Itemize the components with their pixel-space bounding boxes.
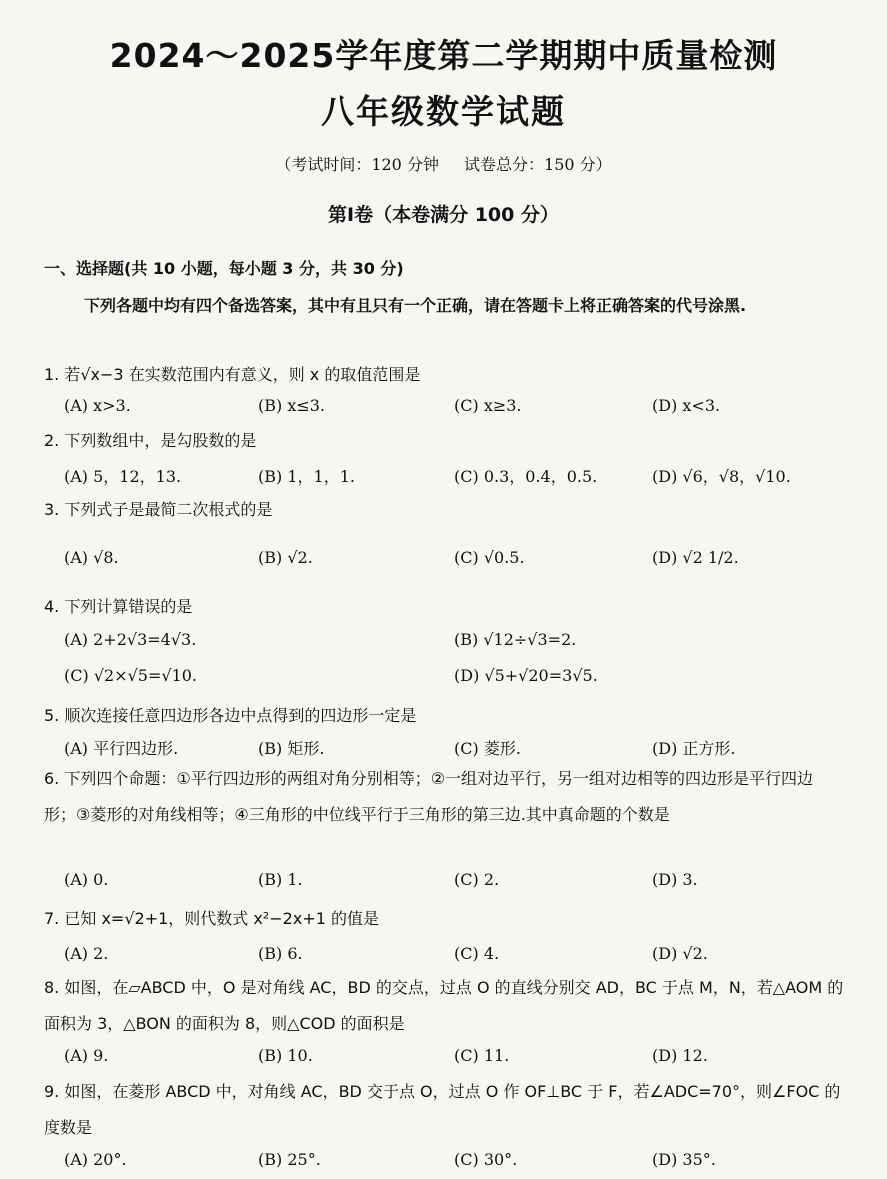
question-8-stem: 8. 如图，在▱ABCD 中，O 是对角线 AC，BD 的交点，过点 O 的直线分别交 AD，BC 于点 M，N，若△AOM 的面积为 3，△BON 的面积为 8，则△COD 的面积是 [44, 978, 844, 1033]
part-heading: 第Ⅰ卷（本卷满分 100 分） [328, 204, 559, 226]
question-7-option-a: (A) 2. [64, 944, 109, 963]
question-9-option-c: (C) 30°. [454, 1150, 518, 1169]
question-1-option-c: (C) x≥3. [454, 396, 522, 415]
question-2-option-d: (D) √6，√8，√10. [652, 467, 791, 486]
question-6-option-a: (A) 0. [64, 870, 109, 889]
exam-info [0, 152, 887, 175]
question-1-stem: 1. 若√x−3 在实数范围内有意义，则 x 的取值范围是 [44, 365, 421, 384]
question-5-option-b: (B) 矩形. [258, 739, 325, 758]
question-8-option-d: (D) 12. [652, 1046, 708, 1065]
question-3-option-c: (C) √0.5. [454, 548, 525, 567]
question-8-option-c: (C) 11. [454, 1046, 510, 1065]
question-1-option-b: (B) x≤3. [258, 396, 326, 415]
section-heading: 一、选择题(共 10 小题，每小题 3 分，共 30 分) [44, 259, 404, 278]
question-3-stem: 3. 下列式子是最简二次根式的是 [44, 500, 273, 519]
question-4-option-a: (A) 2+2√3=4√3. [64, 630, 197, 649]
question-3-option-a: (A) √8. [64, 548, 119, 567]
question-7-option-d: (D) √2. [652, 944, 708, 963]
question-6-option-d: (D) 3. [652, 870, 698, 889]
exam-time: （考试时间：120 分钟 [275, 155, 439, 174]
question-5-stem: 5. 顺次连接任意四边形各边中点得到的四边形一定是 [44, 706, 417, 725]
question-4-stem: 4. 下列计算错误的是 [44, 597, 193, 616]
question-7-option-c: (C) 4. [454, 944, 500, 963]
section-instruction: 下列各题中均有四个备选答案，其中有且只有一个正确，请在答题卡上将正确答案的代号涂黑. [84, 296, 747, 315]
question-3-option-d: (D) √2 1/2. [652, 548, 739, 567]
question-4-option-c: (C) √2×√5=√10. [64, 666, 198, 685]
exam-title: 2024～2025学年度第二学期期中质量检测 [109, 36, 778, 75]
question-5-option-c: (C) 菱形. [454, 739, 521, 758]
question-6-option-b: (B) 1. [258, 870, 303, 889]
question-3-option-b: (B) √2. [258, 548, 313, 567]
question-2-option-b: (B) 1，1，1. [258, 467, 355, 486]
question-9-option-b: (B) 25°. [258, 1150, 321, 1169]
question-4-option-d: (D) √5+√20=3√5. [454, 666, 598, 685]
exam-subtitle: 八年级数学试题 [321, 92, 566, 131]
question-2-stem: 2. 下列数组中，是勾股数的是 [44, 431, 257, 450]
question-8-option-a: (A) 9. [64, 1046, 109, 1065]
question-5-option-d: (D) 正方形. [652, 739, 736, 758]
question-9-option-a: (A) 20°. [64, 1150, 127, 1169]
question-5-option-a: (A) 平行四边形. [64, 739, 179, 758]
question-7-option-b: (B) 6. [258, 944, 303, 963]
question-1-option-a: (A) x>3. [64, 396, 131, 415]
question-9-stem: 9. 如图，在菱形 ABCD 中，对角线 AC，BD 交于点 O，过点 O 作 OF⊥BC 于 F，若∠ADC=70°，则∠FOC 的度数是 [44, 1082, 841, 1137]
question-9-option-d: (D) 35°. [652, 1150, 716, 1169]
question-6-option-c: (C) 2. [454, 870, 500, 889]
question-1-option-d: (D) x<3. [652, 396, 721, 415]
question-6-stem: 6. 下列四个命题：①平行四边形的两组对角分别相等；②一组对边平行，另一组对边相等的四边形是平行四边形；③菱形的对角线相等；④三角形的中位线平行于三角形的第三边.其中真命题的个数是 [44, 769, 814, 824]
question-2-option-c: (C) 0.3，0.4，0.5. [454, 467, 598, 486]
question-2-option-a: (A) 5，12，13. [64, 467, 182, 486]
question-4-option-b: (B) √12÷√3=2. [454, 630, 577, 649]
exam-score: 试卷总分：150 分） [464, 155, 612, 174]
question-8-option-b: (B) 10. [258, 1046, 313, 1065]
question-7-stem: 7. 已知 x=√2+1，则代数式 x²−2x+1 的值是 [44, 909, 379, 928]
